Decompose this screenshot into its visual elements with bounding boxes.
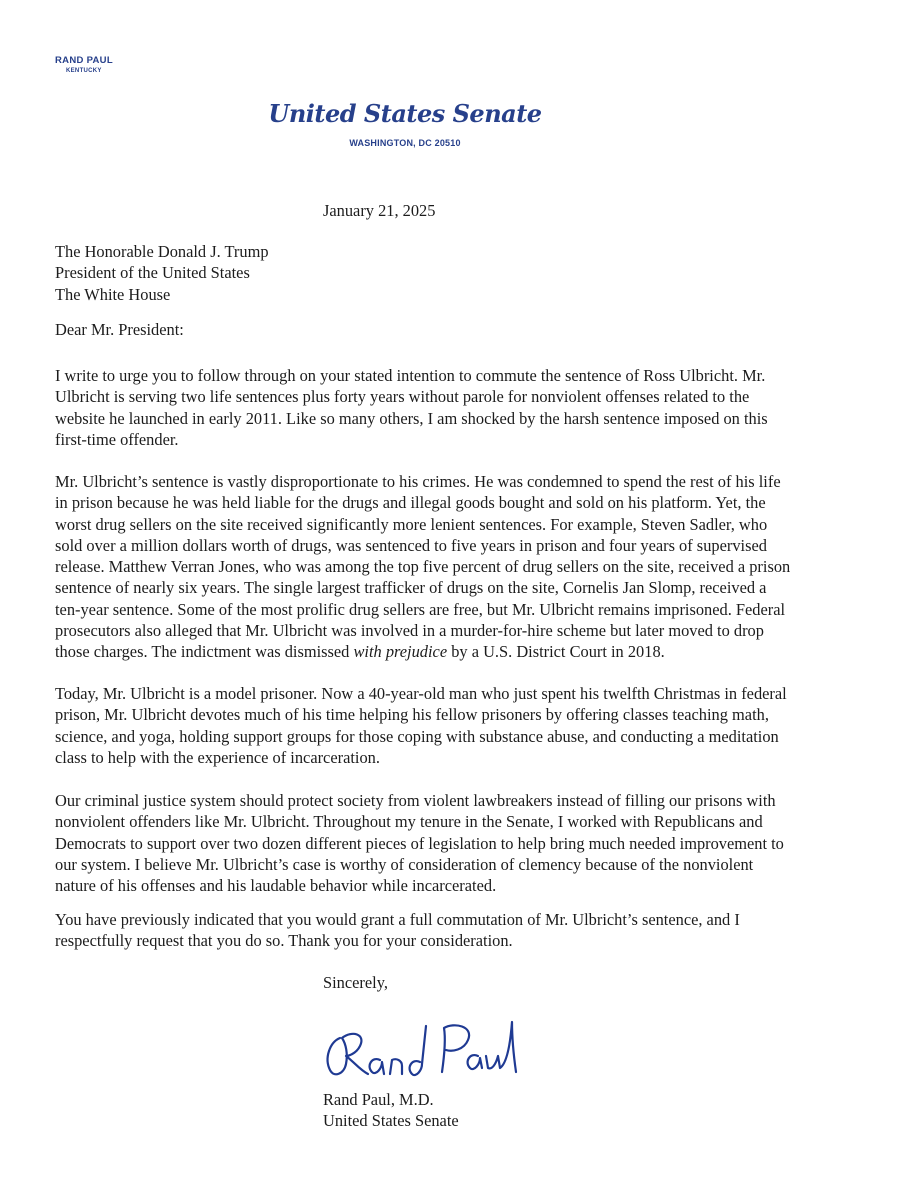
signer-name: Rand Paul, M.D.	[323, 1090, 434, 1109]
paragraph-text: by a U.S. District Court in 2018.	[447, 642, 665, 662]
paragraph-line: nature of his offenses and his laudable behavior while incarcerated.	[55, 876, 497, 896]
paragraph-line: class to help with the experience of incarceration.	[55, 747, 380, 767]
paragraph-line: worst drug sellers on the site received significantly more lenient sentences. For example, Steven Sadler, who	[55, 514, 768, 534]
letterhead-state: KENTUCKY	[66, 68, 102, 74]
paragraph-line: release. Matthew Verran Jones, who was among the top five percent of drug sellers on the site, received a prison	[55, 557, 791, 577]
paragraph-line: prison, Mr. Ulbricht devotes much of his time helping his fellow prisoners by offering classes teaching math,	[55, 705, 769, 725]
closing: Sincerely,	[323, 973, 388, 992]
paragraph-4	[55, 790, 784, 896]
paragraph-line	[55, 641, 790, 662]
paragraph-line: our system. I believe Mr. Ulbricht’s case is worthy of consideration of clemency because of the nonviolent	[55, 854, 754, 874]
letterhead-address: WASHINGTON, DC 20510	[349, 138, 461, 148]
paragraph-line: nonviolent offenders like Mr. Ulbricht. Throughout my tenure in the Senate, I worked with Republicans and	[55, 812, 763, 832]
letterhead-senator-name: RAND PAUL	[55, 55, 113, 66]
paragraph-line: Today, Mr. Ulbricht is a model prisoner. Now a 40-year-old man who just spent his twelfth Christmas in federal	[55, 684, 787, 703]
recipient-line: The Honorable Donald J. Trump	[55, 242, 269, 261]
italic-phrase: with prejudice	[353, 642, 448, 662]
paragraph-line: sentence of nearly six years. The single largest trafficker of drugs on the site, Cornelis Jan Slomp, received a	[55, 578, 767, 598]
recipient-line: The White House	[55, 284, 171, 304]
paragraph-1	[55, 365, 768, 450]
paragraph-2	[55, 471, 790, 663]
paragraph-line: You have previously indicated that you would grant a full commutation of Mr. Ulbricht’s sentence, and I	[55, 910, 740, 929]
recipient-address	[55, 241, 269, 305]
letterhead-senate-title: United States Senate	[268, 99, 542, 128]
signature-block	[323, 1089, 459, 1132]
handwritten-signature	[318, 1008, 528, 1088]
paragraph-line: respectfully request that you do so. Thank you for your consideration.	[55, 931, 513, 951]
paragraph-line: website he launched in early 2011. Like so many others, I am shocked by the harsh sentence imposed on this	[55, 408, 768, 428]
signer-title: United States Senate	[323, 1111, 459, 1131]
paragraph-line: Mr. Ulbricht’s sentence is vastly disproportionate to his crimes. He was condemned to spend the rest of his life	[55, 472, 781, 491]
salutation: Dear Mr. President:	[55, 320, 184, 339]
paragraph-line: Our criminal justice system should protect society from violent lawbreakers instead of filling our prisons with	[55, 791, 776, 810]
paragraph-line: Ulbricht is serving two life sentences plus forty years without parole for nonviolent offenses related to the	[55, 387, 750, 407]
paragraph-line: science, and yoga, holding support groups for those coping with substance abuse, and conducting a meditation	[55, 726, 779, 746]
paragraph-line: sold over a million dollars worth of drugs, was sentenced to five years in prison and four years of supervised	[55, 535, 767, 555]
paragraph-line: I write to urge you to follow through on your stated intention to commute the sentence of Ross Ulbricht. Mr.	[55, 366, 766, 385]
paragraph-text: those charges. The indictment was dismissed	[55, 642, 354, 662]
recipient-line: President of the United States	[55, 263, 250, 283]
paragraph-5	[55, 909, 740, 952]
paragraph-line: ten-year sentence. Some of the most prolific drug sellers are free, but Mr. Ulbricht remains imprisoned. Federal	[55, 599, 786, 619]
letter-date: January 21, 2025	[323, 201, 436, 220]
paragraph-line: prosecutors also alleged that Mr. Ulbricht was involved in a murder-for-hire scheme but later moved to drop	[55, 621, 764, 641]
paragraph-line: Democrats to support over two dozen different pieces of legislation to help bring much needed improvement to	[55, 833, 784, 853]
paragraph-3	[55, 683, 787, 768]
paragraph-line: first-time offender.	[55, 429, 179, 449]
paragraph-line: in prison because he was held liable for the drugs and illegal goods bought and sold on his platform. Yet, the	[55, 493, 766, 513]
